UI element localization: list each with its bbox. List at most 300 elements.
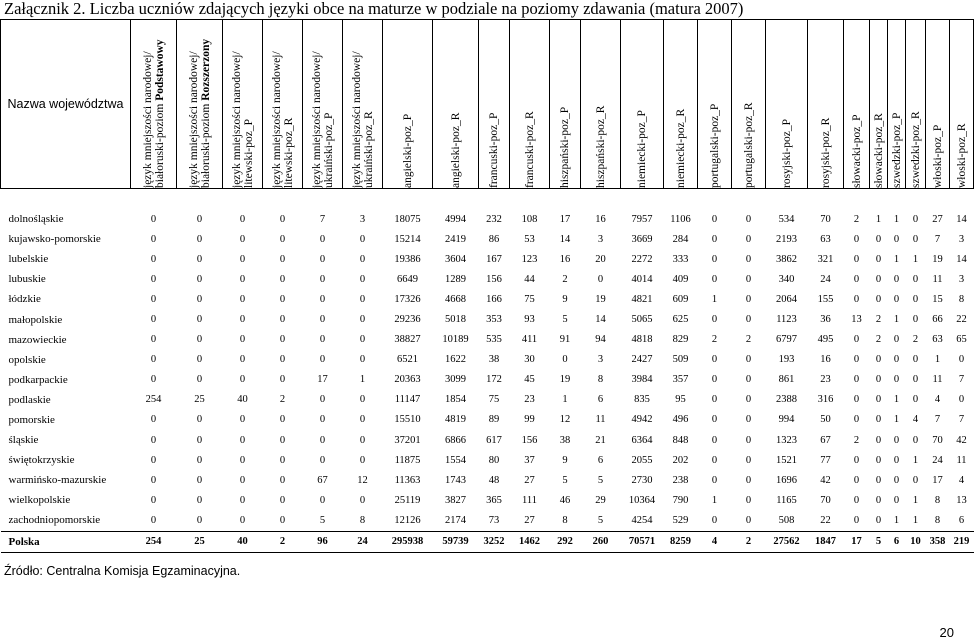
table-cell: 70 bbox=[820, 494, 831, 506]
table-cell: 0 bbox=[150, 514, 157, 526]
table-cell: 202 bbox=[672, 454, 689, 466]
region-name: zachodniopomorskie bbox=[8, 514, 101, 527]
table-cell: 0 bbox=[239, 233, 246, 245]
region-name: lubuskie bbox=[8, 273, 46, 286]
column-header bbox=[621, 20, 664, 189]
column-header bbox=[844, 20, 870, 189]
table-cell: 0 bbox=[875, 474, 882, 486]
table-cell: 5 bbox=[597, 514, 604, 526]
table-cell: 156 bbox=[486, 273, 502, 285]
table-cell: 0 bbox=[711, 454, 718, 466]
table-cell: 3604 bbox=[445, 253, 466, 265]
table-cell: 0 bbox=[239, 253, 246, 265]
table-cell: 0 bbox=[853, 474, 860, 486]
table-cell: 0 bbox=[239, 514, 246, 526]
table-cell: 20363 bbox=[394, 374, 421, 386]
table-cell: 16 bbox=[820, 354, 831, 366]
table-cell: 2174 bbox=[445, 514, 466, 526]
table-cell: 111 bbox=[522, 494, 537, 506]
table-cell: 1554 bbox=[445, 454, 466, 466]
table-cell: 0 bbox=[196, 474, 203, 486]
table-cell: 1 bbox=[893, 213, 900, 225]
table-cell: 0 bbox=[711, 354, 718, 366]
table-cell: 0 bbox=[893, 233, 900, 245]
table-cell: 0 bbox=[196, 414, 203, 426]
table-cell: 0 bbox=[875, 354, 882, 366]
table-row bbox=[1, 269, 974, 289]
table-cell: 0 bbox=[239, 354, 246, 366]
table-cell: 0 bbox=[319, 454, 326, 466]
column-header-label bbox=[636, 24, 648, 188]
table-cell: 0 bbox=[912, 354, 919, 366]
table-cell: 0 bbox=[562, 354, 568, 366]
table-cell: 0 bbox=[150, 454, 157, 466]
table-cell: 0 bbox=[279, 474, 286, 486]
table-cell: 45 bbox=[524, 374, 535, 386]
table-cell: 3827 bbox=[445, 494, 466, 506]
table-cell: 6521 bbox=[397, 354, 418, 366]
region-name: mazowieckie bbox=[8, 333, 67, 346]
column-header-label bbox=[781, 24, 793, 188]
column-header-line2: białoruski-poziom Rozszerzony bbox=[199, 38, 212, 188]
table-cell: 4 bbox=[934, 394, 941, 406]
table-cell: 4942 bbox=[631, 414, 653, 426]
table-cell: 11 bbox=[932, 273, 943, 285]
table-cell: 8 bbox=[597, 374, 604, 386]
column-header-line1: włoski-poz_P bbox=[931, 124, 944, 188]
column-header-label bbox=[595, 24, 607, 188]
table-cell: 260 bbox=[581, 531, 621, 552]
table-cell: 0 bbox=[893, 434, 900, 446]
table-cell: 96 bbox=[303, 531, 343, 552]
table-cell: 0 bbox=[875, 494, 882, 506]
table-cell: 0 bbox=[359, 354, 366, 366]
table-cell: 835 bbox=[634, 394, 650, 406]
table-cell: 353 bbox=[486, 314, 502, 326]
table-cell: 15214 bbox=[394, 233, 421, 245]
table-cell: 63 bbox=[820, 233, 831, 245]
table-body bbox=[1, 189, 974, 553]
data-table-container bbox=[0, 19, 970, 553]
table-cell: 0 bbox=[711, 474, 718, 486]
table-cell: 17 bbox=[932, 474, 943, 486]
table-cell: 27 bbox=[524, 474, 535, 486]
table-cell: 46 bbox=[559, 494, 571, 506]
table-cell: 5 bbox=[562, 474, 568, 486]
table-cell: 17326 bbox=[394, 293, 421, 305]
table-cell: 0 bbox=[745, 354, 752, 366]
table-cell: 0 bbox=[359, 253, 366, 265]
table-cell: 14 bbox=[559, 233, 571, 245]
column-header bbox=[581, 20, 621, 189]
column-header bbox=[433, 20, 479, 189]
table-cell: 166 bbox=[486, 293, 502, 305]
table-cell: 0 bbox=[711, 374, 718, 386]
table-cell: 24 bbox=[932, 454, 943, 466]
table-cell: 8 bbox=[934, 514, 941, 526]
table-cell: 70 bbox=[820, 213, 831, 225]
table-cell: 219 bbox=[950, 531, 974, 552]
table-cell: 1622 bbox=[445, 354, 466, 366]
table-cell: 0 bbox=[359, 434, 366, 446]
table-cell: 0 bbox=[853, 514, 860, 526]
table-cell: 44 bbox=[524, 273, 535, 285]
column-header bbox=[303, 20, 343, 189]
table-cell: 17 bbox=[317, 374, 328, 386]
column-header bbox=[906, 20, 926, 189]
column-header-emphasis: Podstawowy bbox=[153, 39, 166, 101]
table-cell: 4014 bbox=[631, 273, 653, 285]
table-row bbox=[1, 370, 974, 390]
table-cell: 2419 bbox=[445, 233, 466, 245]
table-cell: 0 bbox=[279, 213, 286, 225]
table-cell: 2 bbox=[853, 213, 860, 225]
table-cell: 0 bbox=[359, 233, 366, 245]
table-cell: 0 bbox=[319, 414, 326, 426]
table-cell: 10 bbox=[906, 531, 926, 552]
table-cell: 22 bbox=[956, 314, 967, 326]
table-cell: 5 bbox=[319, 514, 326, 526]
column-header-line1: portugalski-poz_R bbox=[742, 102, 755, 188]
table-cell: 0 bbox=[359, 293, 366, 305]
column-header-line1: hiszpański-poz_R bbox=[594, 105, 607, 188]
table-cell: 0 bbox=[239, 314, 246, 326]
table-cell: 0 bbox=[912, 233, 919, 245]
column-header-label bbox=[311, 24, 335, 188]
table-cell: 0 bbox=[279, 434, 286, 446]
table-cell: 8 bbox=[934, 494, 941, 506]
table-cell: 535 bbox=[486, 334, 502, 346]
table-cell: 0 bbox=[745, 434, 752, 446]
table-cell: 0 bbox=[239, 414, 246, 426]
table-cell: 9 bbox=[562, 293, 568, 305]
table-cell: 5018 bbox=[445, 314, 466, 326]
table-cell: 0 bbox=[150, 494, 157, 506]
table-cell: 0 bbox=[319, 273, 326, 285]
table-cell: 6797 bbox=[776, 334, 797, 346]
column-header-line1: włoski-poz_R bbox=[955, 123, 968, 188]
table-cell: 0 bbox=[958, 394, 965, 406]
table-cell: 0 bbox=[711, 514, 718, 526]
table-cell: 1 bbox=[912, 253, 919, 265]
table-cell: 0 bbox=[912, 273, 919, 285]
column-header-line1: słowacki-poz_R bbox=[872, 113, 885, 188]
table-cell: 0 bbox=[875, 253, 882, 265]
table-cell: 0 bbox=[319, 354, 326, 366]
table-cell: 0 bbox=[711, 394, 718, 406]
table-cell: 6 bbox=[888, 531, 906, 552]
table-cell: 848 bbox=[672, 434, 689, 446]
table-cell: 17 bbox=[844, 531, 870, 552]
table-cell: 1106 bbox=[670, 213, 691, 225]
table-cell: 0 bbox=[745, 233, 752, 245]
table-cell: 167 bbox=[486, 253, 502, 265]
table-cell: 2730 bbox=[631, 474, 653, 486]
table-row bbox=[1, 249, 974, 269]
table-cell: 0 bbox=[150, 474, 157, 486]
table-cell: 0 bbox=[319, 494, 326, 506]
table-cell: 53 bbox=[524, 233, 535, 245]
column-header-line1: francuski-poz_P bbox=[488, 112, 500, 188]
table-cell: 3 bbox=[958, 233, 965, 245]
table-cell: 2 bbox=[745, 334, 752, 346]
table-cell: 295938 bbox=[383, 531, 433, 552]
table-cell: 0 bbox=[893, 474, 900, 486]
table-cell: 5065 bbox=[631, 314, 653, 326]
table-cell: 0 bbox=[893, 374, 900, 386]
table-cell: 1 bbox=[711, 494, 718, 506]
table-cell: 0 bbox=[875, 273, 882, 285]
table-cell: 155 bbox=[817, 293, 834, 305]
page-title: Załącznik 2. Liczba uczniów zdających języki obce na maturze w podziale na poziomy zdawania (matura 2007) bbox=[4, 0, 744, 18]
table-cell: 0 bbox=[745, 253, 752, 265]
column-header-line2: litewski-poz_P bbox=[242, 119, 255, 188]
region-name: śląskie bbox=[8, 434, 39, 447]
table-cell: 4819 bbox=[445, 414, 466, 426]
column-header-label bbox=[932, 24, 944, 188]
column-header bbox=[550, 20, 581, 189]
column-header-line1: język mniejszości narodowej/ bbox=[270, 51, 283, 188]
table-cell: 2272 bbox=[631, 253, 653, 265]
region-name: opolskie bbox=[8, 353, 46, 366]
table-cell: 80 bbox=[488, 454, 500, 466]
table-cell: 24 bbox=[820, 273, 831, 285]
column-header-line1: rosyjski-poz_R bbox=[819, 117, 832, 188]
table-cell: 11 bbox=[956, 454, 967, 466]
table-row bbox=[1, 470, 974, 490]
table-cell: 0 bbox=[150, 213, 157, 225]
table-cell: 2055 bbox=[631, 454, 653, 466]
table-cell: 6364 bbox=[631, 434, 653, 446]
table-cell: 25 bbox=[194, 394, 205, 406]
table-cell: 1854 bbox=[445, 394, 466, 406]
column-header-label bbox=[820, 24, 832, 188]
table-cell: 23 bbox=[524, 394, 535, 406]
table-cell: 8 bbox=[958, 293, 965, 305]
table-cell: 0 bbox=[150, 273, 157, 285]
table-cell: 25 bbox=[177, 531, 223, 552]
table-cell: 12 bbox=[357, 474, 368, 486]
table-cell: 6649 bbox=[397, 273, 418, 285]
exam-language-table bbox=[0, 19, 974, 553]
table-cell: 0 bbox=[239, 374, 246, 386]
table-cell: 0 bbox=[239, 454, 246, 466]
table-cell: 1 bbox=[359, 374, 366, 386]
table-cell: 254 bbox=[131, 531, 177, 552]
column-header-label bbox=[956, 24, 968, 188]
table-cell: 0 bbox=[875, 434, 882, 446]
table-cell: 6 bbox=[597, 394, 604, 406]
table-cell: 0 bbox=[239, 273, 246, 285]
table-cell: 0 bbox=[359, 314, 366, 326]
table-cell: 42 bbox=[820, 474, 831, 486]
table-cell: 0 bbox=[912, 434, 919, 446]
column-header-line1: język mniejszości narodowej/ bbox=[310, 51, 323, 188]
table-cell: 63 bbox=[932, 334, 943, 346]
table-cell: 77 bbox=[820, 454, 831, 466]
table-cell: 0 bbox=[875, 374, 882, 386]
table-cell: 0 bbox=[279, 334, 286, 346]
table-cell: 10189 bbox=[442, 334, 469, 346]
column-header-label bbox=[709, 24, 721, 188]
table-cell: 38 bbox=[488, 354, 500, 366]
table-cell: 11147 bbox=[394, 394, 421, 406]
table-cell: 292 bbox=[550, 531, 581, 552]
table-cell: 0 bbox=[239, 474, 246, 486]
table-cell: 0 bbox=[893, 293, 900, 305]
table-cell: 0 bbox=[279, 514, 286, 526]
table-cell: 1521 bbox=[776, 454, 797, 466]
table-cell: 91 bbox=[559, 334, 571, 346]
table-cell: 0 bbox=[853, 454, 860, 466]
table-cell: 8 bbox=[359, 514, 366, 526]
column-header-line1: hiszpański-poz_P bbox=[559, 106, 571, 188]
region-column-header: Nazwa województwa bbox=[1, 20, 131, 189]
table-cell: 358 bbox=[926, 531, 950, 552]
column-header-line1: język mniejszości narodowej/ bbox=[230, 51, 243, 188]
table-cell: 0 bbox=[279, 233, 286, 245]
table-cell: 25119 bbox=[394, 494, 421, 506]
region-name: podkarpackie bbox=[8, 373, 68, 386]
column-header-label bbox=[851, 24, 863, 188]
table-cell: 0 bbox=[711, 253, 718, 265]
table-cell: 0 bbox=[319, 253, 326, 265]
table-cell: 1 bbox=[711, 293, 718, 305]
table-cell: 1 bbox=[934, 354, 941, 366]
table-cell: 3 bbox=[359, 213, 366, 225]
table-row bbox=[1, 510, 974, 531]
column-header-line1: język mniejszości narodowej/ bbox=[350, 51, 363, 188]
table-cell: 3669 bbox=[631, 233, 653, 245]
table-cell: 40 bbox=[223, 531, 263, 552]
table-cell: 0 bbox=[196, 354, 203, 366]
table-cell: 21 bbox=[595, 434, 606, 446]
table-cell: 0 bbox=[279, 374, 286, 386]
table-cell: 0 bbox=[319, 434, 326, 446]
column-header bbox=[664, 20, 698, 189]
column-header-label bbox=[231, 24, 255, 188]
table-cell: 18075 bbox=[394, 213, 421, 225]
table-cell: 790 bbox=[672, 494, 689, 506]
table-cell: 2 bbox=[853, 434, 860, 446]
table-cell: 0 bbox=[893, 454, 900, 466]
table-cell: 0 bbox=[853, 374, 860, 386]
table-cell: 0 bbox=[359, 494, 366, 506]
table-cell: 4254 bbox=[631, 514, 653, 526]
table-cell: 123 bbox=[521, 253, 538, 265]
table-cell: 14 bbox=[595, 314, 606, 326]
table-cell: 0 bbox=[853, 394, 860, 406]
column-header-line2: białoruski-poziom Podstawowy bbox=[153, 39, 166, 188]
table-cell: 29236 bbox=[394, 314, 421, 326]
table-cell: 7 bbox=[958, 414, 965, 426]
column-header bbox=[698, 20, 732, 189]
page-number: 20 bbox=[939, 625, 954, 640]
table-cell: 0 bbox=[745, 314, 752, 326]
table-cell: 0 bbox=[875, 394, 882, 406]
table-cell: 37201 bbox=[394, 434, 421, 446]
table-cell: 1 bbox=[912, 454, 919, 466]
table-cell: 10364 bbox=[628, 494, 656, 506]
table-cell: 1323 bbox=[776, 434, 797, 446]
table-cell: 0 bbox=[196, 514, 203, 526]
table-cell: 0 bbox=[912, 293, 919, 305]
table-cell: 0 bbox=[711, 414, 718, 426]
table-cell: 534 bbox=[778, 213, 795, 225]
table-cell: 254 bbox=[145, 394, 162, 406]
table-cell: 67 bbox=[317, 474, 328, 486]
region-name: lubelskie bbox=[8, 253, 49, 266]
table-cell: 0 bbox=[893, 494, 900, 506]
table-cell: 6 bbox=[958, 514, 965, 526]
table-cell: 0 bbox=[196, 253, 203, 265]
table-cell: 0 bbox=[196, 314, 203, 326]
column-header-emphasis: Rozszerzony bbox=[199, 38, 212, 101]
column-header bbox=[343, 20, 383, 189]
table-cell: 4 bbox=[958, 474, 965, 486]
table-cell: 6866 bbox=[445, 434, 466, 446]
table-cell: 65 bbox=[956, 334, 967, 346]
column-header-line1: francuski-poz_R bbox=[523, 111, 536, 188]
table-cell: 1462 bbox=[510, 531, 550, 552]
region-name: warmińsko-mazurskie bbox=[8, 474, 107, 487]
table-cell: 2064 bbox=[776, 293, 797, 305]
table-cell: 94 bbox=[595, 334, 606, 346]
table-cell: 0 bbox=[745, 213, 752, 225]
table-cell: 0 bbox=[912, 394, 919, 406]
source-note: Źródło: Centralna Komisja Egzaminacyjna. bbox=[4, 564, 241, 578]
spacer-cell bbox=[1, 189, 974, 210]
column-header-label bbox=[675, 24, 687, 188]
table-cell: 496 bbox=[672, 414, 689, 426]
table-cell: 6 bbox=[597, 454, 604, 466]
table-cell: 1 bbox=[893, 394, 900, 406]
table-cell: 0 bbox=[912, 374, 919, 386]
table-cell: 0 bbox=[711, 434, 718, 446]
table-cell: 0 bbox=[958, 354, 965, 366]
column-header bbox=[888, 20, 906, 189]
table-cell: 9 bbox=[562, 454, 568, 466]
table-cell: 19386 bbox=[394, 253, 421, 265]
table-row bbox=[1, 450, 974, 470]
table-cell: 3099 bbox=[445, 374, 466, 386]
region-name: małopolskie bbox=[8, 313, 63, 326]
table-cell: 0 bbox=[853, 494, 860, 506]
column-header-label bbox=[488, 24, 500, 188]
table-cell: 2 bbox=[562, 273, 568, 285]
table-cell: 495 bbox=[817, 334, 834, 346]
table-cell: 0 bbox=[745, 494, 752, 506]
table-cell: 2388 bbox=[776, 394, 797, 406]
table-cell: 3984 bbox=[631, 374, 653, 386]
table-row bbox=[1, 490, 974, 510]
table-cell: 1123 bbox=[776, 314, 797, 326]
table-row bbox=[1, 410, 974, 430]
table-cell: 17 bbox=[559, 213, 571, 225]
table-cell: 2193 bbox=[776, 233, 797, 245]
table-cell: 11875 bbox=[394, 454, 421, 466]
table-cell: 0 bbox=[912, 213, 919, 225]
column-header-line1: język mniejszości narodowej/ bbox=[187, 51, 200, 188]
table-cell: 0 bbox=[196, 233, 203, 245]
column-header bbox=[223, 20, 263, 189]
column-header-label bbox=[450, 24, 462, 188]
table-cell: 11 bbox=[932, 374, 943, 386]
table-header-row bbox=[1, 20, 974, 189]
table-cell: 50 bbox=[820, 414, 831, 426]
table-cell: 42 bbox=[956, 434, 967, 446]
table-cell: 2 bbox=[875, 314, 882, 326]
